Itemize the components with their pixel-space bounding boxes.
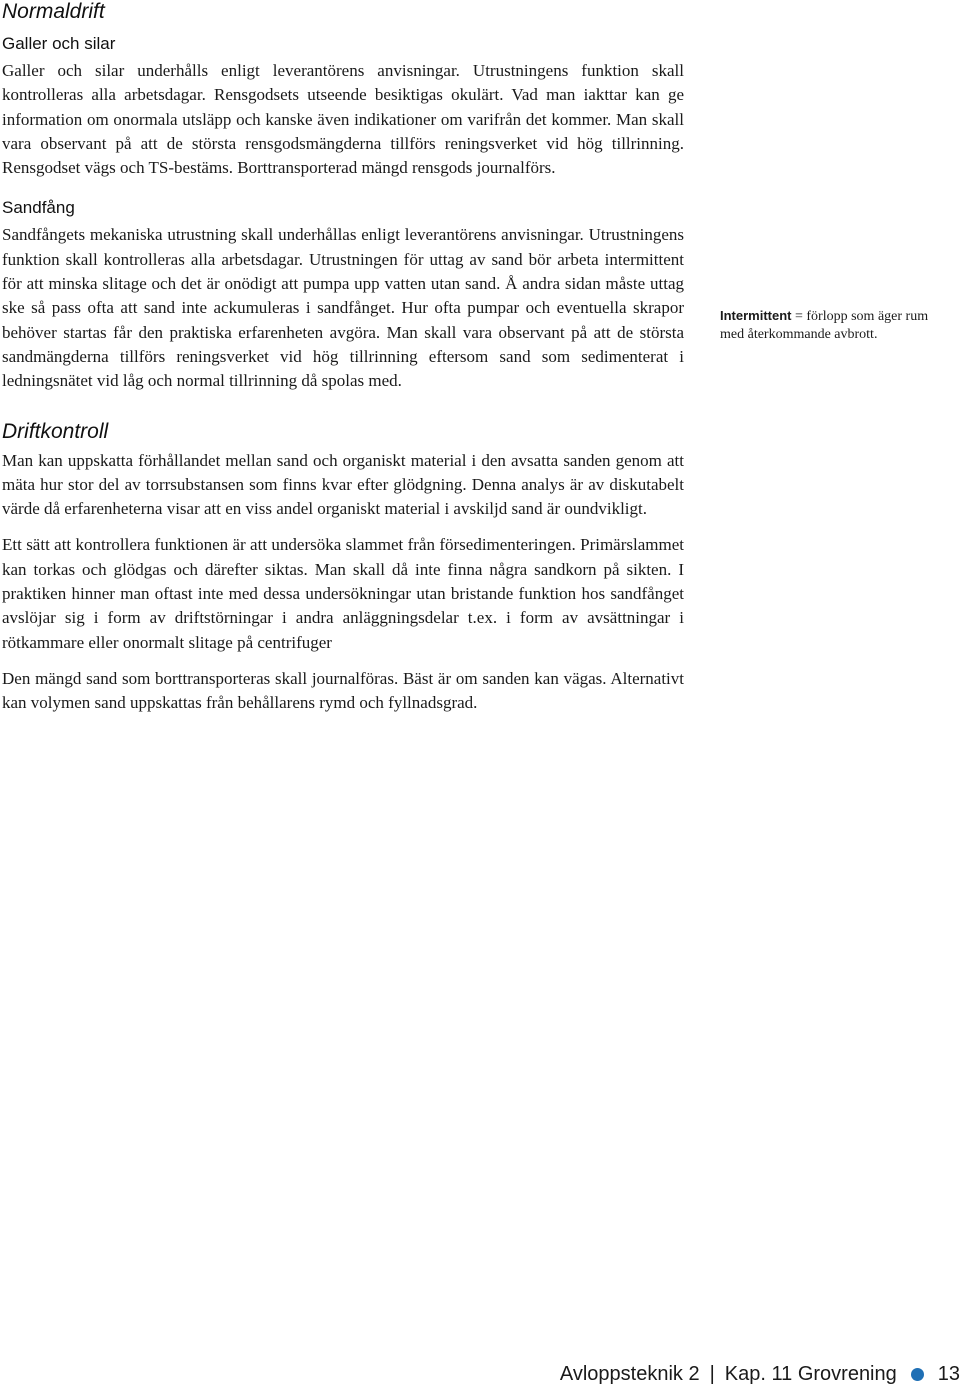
footer-book-title: Avloppsteknik 2 xyxy=(559,1362,700,1385)
paragraph-sandfang: Sandfångets mekaniska utrustning skall underhållas enligt leverantörens anvisningar. Utrustningens funktion skall kontrolleras alla arbetsdagar. Utrustningen för uttag av sand bör arbeta intermittent för att minska slitage och det är onödigt att pumpa upp vatten utan sand. Å andra sidan måste uttag ske så pass ofta att sand inte ackumuleras i sandfånget. Hur ofta pumpar och eventuella skrapor behöver startas får den praktiska erfarenheten avgöra. Man skall vara observant på att de största sandmängderna tillförs reningsverket vid hög tillrinning eftersom sand som sedimenterat i ledningsnätet vid låg och normal tillrinning då spolas med. xyxy=(2,225,684,391)
sidenote-term: Intermittent xyxy=(720,308,792,323)
section-title-driftkontroll: Driftkontroll xyxy=(2,419,109,443)
section-title-normaldrift: Normaldrift xyxy=(2,0,105,23)
bullet-dot-icon xyxy=(911,1368,924,1381)
paragraph-galler: Galler och silar underhålls enligt leverantörens anvisningar. Utrustningens funktion skall kontrolleras alla arbetsdagar. Rensgodsets utseende besiktigas okulärt. Vad man iakttar kan ge information om onormala utsläpp och kanske även indikationer om varifrån det kommer. Man skall vara observant på att de största rensgodsmängderna tillförs reningsverket vid hög tillrinning. Rensgodset vägs och TS-bestäms. Borttransporterad mängd rensgods journalförs. xyxy=(2,61,684,178)
sidenote-intermittent xyxy=(720,307,952,344)
subsection-title-sandfang: Sandfång xyxy=(2,198,75,218)
page-number: 13 xyxy=(937,1362,960,1385)
main-column xyxy=(2,0,684,716)
paragraph-driftkontroll-3: Den mängd sand som borttransporteras skall journalföras. Bäst är om sanden kan vägas. Alternativt kan volymen sand uppskattas från behållarens rymd och fyllnadsgrad. xyxy=(2,668,684,713)
paragraph-driftkontroll-1: Man kan uppskatta förhållandet mellan sand och organiskt material i den avsatta sanden genom att mäta hur stor del av torrsubstansen som finns kvar efter glödgning. Denna analys är av diskutabelt värde då erfarenheterna visar att en viss andel organiskt material i avskiljd sand är oundvikligt. xyxy=(2,450,684,519)
sidenote-definition: = förlopp som äger rum med återkommande avbrott. xyxy=(720,309,929,342)
footer-chapter: Kap. 11 Grovrening xyxy=(724,1362,897,1385)
footer-separator: | xyxy=(709,1362,715,1385)
paragraph-driftkontroll-2: Ett sätt att kontrollera funktionen är att undersöka slammet från försedimenteringen. Primärslammet kan torkas och glödgas och därefter siktas. Man skall då inte finna några sandkorn på sikten. I praktiken hinner man oftast inte med dessa undersökningar utan bristande funktion hos sandfånget avslöjar sig i form av driftstörningar i andra anläggningsdelar t.ex. i form av avsättningar i rötkammare eller onormalt slitage på centrifuger xyxy=(2,535,684,652)
page-footer xyxy=(560,1360,960,1388)
subsection-title-galler: Galler och silar xyxy=(2,34,116,53)
